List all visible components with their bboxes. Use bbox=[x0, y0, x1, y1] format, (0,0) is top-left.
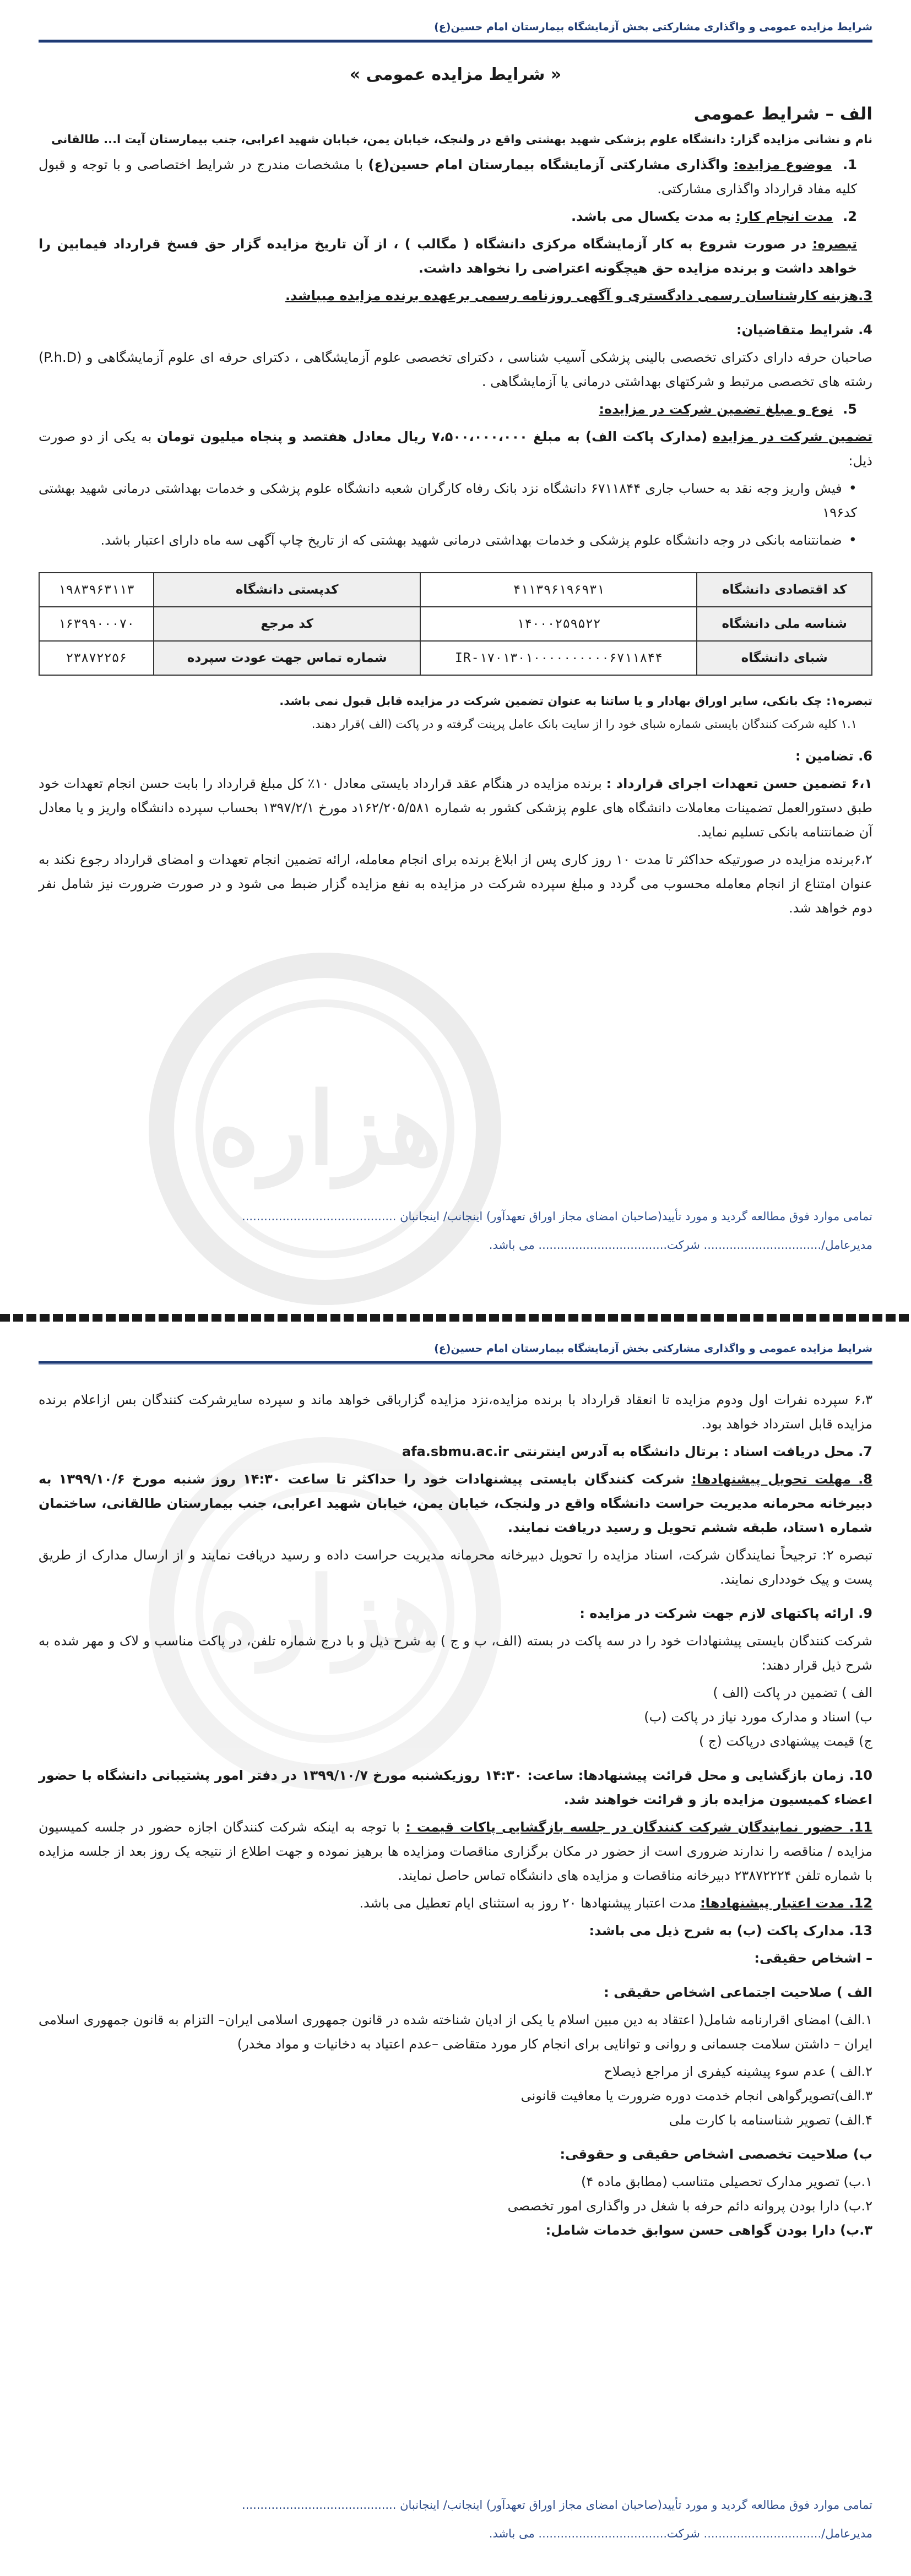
item-8 bbox=[39, 1467, 872, 1540]
item-9-text: شرکت کنندگان بایستی پیشنهادات خود را در سه پاکت در بسته (الف، ب و ج ) به شرح ذیل و با درج شماره تلفن، در پاکت مناسب و لاک و مهر شده به شرح ذیل قرار دهند: bbox=[39, 1633, 872, 1673]
info-table-row bbox=[39, 607, 872, 641]
guarantee-label: تضمین شرکت در مزایده bbox=[712, 429, 872, 444]
professional-qualification-head: ب) صلاحیت تخصصی اشخاص حقیقی و حقوقی: bbox=[560, 2146, 872, 2162]
professional-qualification-3: ۳.ب) دارا بودن گواهی حسن سوابق خدمات شامل: bbox=[545, 2222, 872, 2238]
item-11-label: 11. حضور نمایندگان شرکت کنندگان در جلسه بازگشایی پاکات قیمت : bbox=[405, 1819, 872, 1835]
note-1: تبصره۱: چک بانکی، سایر اوراق بهادار و یا ساتنا به عنوان تضمین شرکت در مزایده قابل قبول نمی باشد. bbox=[279, 694, 872, 708]
item-applicants-text: صاحبان حرفه دارای دکترای تخصصی بالینی پزشکی آسیب شناسی ، دکترای تخصصی علوم آزمایشگاهی ، دکترای حرفه ای علوم آزمایشگاهی و (P.h.D) رشته های تخصصی مرتبط و شرکتهای بهداشتی درمانی یا آزمایشگاهی . bbox=[39, 350, 872, 389]
note-termination bbox=[39, 232, 872, 280]
info-value: ۱۹۸۳۹۶۳۱۱۳ bbox=[39, 573, 154, 607]
info-value: IR-۱۷۰۱۳۰۱۰۰۰۰۰۰۰۰۰۰۶۷۱۱۸۴۴ bbox=[420, 641, 697, 675]
item-guarantees-head: 6. تضامین : bbox=[795, 748, 872, 764]
watermark-text: هزاره bbox=[196, 999, 454, 1258]
page-2 bbox=[0, 1322, 911, 2576]
item-guarantee-text bbox=[39, 425, 872, 473]
item-9-b: ب) اسناد و مدارک مورد نیاز در پاکت (ب) bbox=[644, 1709, 872, 1725]
item-label: موضوع مزایده: bbox=[733, 157, 832, 172]
item-6-1 bbox=[39, 771, 872, 844]
item-13-head: 13. مدارک پاکت (ب) به شرح ذیل می باشد: bbox=[589, 1923, 872, 1938]
footer-ceo-line: مدیرعامل/................................ شرکت................................... می باشد. bbox=[489, 1238, 872, 1252]
item-7 bbox=[39, 1439, 872, 1464]
organizer-info: نام و نشانی مزایده گزار: دانشگاه علوم پزشکی شهید بهشتی واقع در ولنجک، خیابان یمن، خیابان شهید اعرابی، جنب بیمارستان آیت ا... طالقانی bbox=[51, 133, 872, 146]
item-7-text: برتال دانشگاه به آدرس اینترنتی afa.sbmu.ac.ir bbox=[402, 1444, 719, 1459]
section-general-conditions: الف – شرایط عمومی bbox=[693, 104, 872, 124]
info-value: ۱۶۳۹۹۰۰۰۷۰ bbox=[39, 607, 154, 641]
item-12-text: مدت اعتبار پیشنهادها ۲۰ روز به استثنای ایام تعطیل می باشد. bbox=[359, 1895, 696, 1911]
item-12 bbox=[39, 1891, 872, 1915]
header-text: شرایط مزایده عمومی و واگذاری مشارکتی بخش آزمایشگاه بیمارستان امام حسین(ع) bbox=[434, 21, 872, 33]
social-qualification-4: ۴.الف) تصویر شناسنامه با کارت ملی bbox=[669, 2112, 872, 2128]
item-number: 1. bbox=[843, 157, 857, 172]
item-9-c: ج) قیمت پیشنهادی درپاکت (ج ) bbox=[698, 1733, 872, 1749]
document-title: « شرایط مزایده عمومی » bbox=[349, 65, 562, 84]
bullet-cash-deposit: • فیش واریز وجه نقد به حساب جاری ۶۷۱۱۸۴۴ دانشگاه نزد بانک رفاه کارگران شعبه دانشگاه علوم پزشکی و خدمات بهداشتی درمانی شهید بهشتی کد۱۹۶ bbox=[39, 476, 872, 525]
guarantee-amount: (مدارک پاکت الف) به مبلغ ۷،۵۰۰،۰۰۰،۰۰۰ ریال معادل هفتصد و پنجاه میلیون تومان bbox=[156, 429, 708, 444]
bullet-bank-guarantee: • ضمانتنامه بانکی در وجه دانشگاه علوم پزشکی و خدمات بهداشتی درمانی شهید بهشتی که از تاریخ چاپ آگهی سه ماه دارای اعتبار باشد. bbox=[39, 528, 872, 552]
item-subject bbox=[39, 153, 872, 201]
item-applicants-head: 4. شرایط متقاضیان: bbox=[736, 322, 872, 338]
info-label: کد مرجع bbox=[154, 607, 421, 641]
watermark-text: هزاره bbox=[196, 1484, 454, 1743]
item-9-head: 9. ارائه پاکتهای لازم جهت شرکت در مزایده : bbox=[579, 1606, 872, 1621]
page-divider bbox=[0, 1314, 911, 1322]
social-qualification-3: ۳.الف)تصویرگواهی انجام خدمت دوره ضرورت یا معافیت قانونی bbox=[520, 2088, 872, 2104]
item-duration bbox=[39, 204, 872, 229]
item-11 bbox=[39, 1815, 872, 1888]
professional-qualification-1: ۱.ب) تصویر مدارک تحصیلی متناسب (مطابق ماده ۴) bbox=[581, 2174, 872, 2189]
professional-qualification-2: ۲.ب) دارا بودن پروانه دائم حرفه با شغل در واگذاری امور تخصصی bbox=[507, 2198, 872, 2214]
item-number: 5. bbox=[843, 401, 857, 417]
info-value: ۴۱۱۳۹۶۱۹۶۹۳۱ bbox=[420, 573, 697, 607]
item-subject-bold: واگذاری مشارکتی آزمایشگاه بیمارستان امام حسین(ع) bbox=[368, 157, 729, 172]
note-text: در صورت شروع به کار آزمایشگاه مرکزی دانشگاه ( مگالب ) ، از آن تاریخ مزایده گزار حق فسخ قرارداد فیمابین را خواهد داشت و برنده مزایده حق هیچگونه اعتراضی را نخواهد داشت. bbox=[39, 236, 857, 276]
info-label: شبای دانشگاه bbox=[697, 641, 872, 675]
item-label: مدت انجام کار: bbox=[735, 209, 833, 224]
item-label: نوع و مبلغ تضمین شرکت در مزایده: bbox=[599, 401, 833, 417]
item-12-label: 12. مدت اعتبار پیشنهادها: bbox=[700, 1895, 872, 1911]
item-10 bbox=[39, 1763, 872, 1812]
footer-ceo-line: مدیرعامل/................................ شرکت................................... می باشد. bbox=[489, 2527, 872, 2540]
item-number: 2. bbox=[843, 209, 857, 224]
signature-footer bbox=[39, 1206, 872, 1256]
info-label: کدپستی دانشگاه bbox=[154, 573, 421, 607]
info-table-row bbox=[39, 641, 872, 675]
social-qualification-1: ۱.الف) امضای اقرارنامه شامل( اعتقاد به دین مبین اسلام یا یکی از ادیان شناخته شده در قانون جمهوری اسلامی ایران– التزام به قانون جمهوری اسلامی ایران – داشتن سلامت جسمانی و روانی و توانایی برای انجام کار مورد متقاضی –عدم اعتیاد به دخانیات و مواد مخدر) bbox=[39, 2012, 872, 2052]
item-duration-text: به مدت یکسال می باشد. bbox=[571, 209, 731, 224]
item-6-3: ۶،۳ سپرده نفرات اول ودوم مزایده تا انعقاد قرارداد با برنده مزایده،نزد مزایده گزارباقی خواهد ماند و سپرده سایرشرکت کنندگان بس ازاعلام برنده مزایده قابل استرداد خواهد بود. bbox=[39, 1392, 872, 1432]
item-guarantee-head bbox=[39, 397, 872, 421]
info-value: ۱۴۰۰۰۲۵۹۵۲۲ bbox=[420, 607, 697, 641]
item-11-text: با توجه به اینکه شرکت کنندگان اجازه حضور در جلسه کمیسیون مزایده / مناقصه را ندارند ضروری است از حضور در مکان برگزاری مناقصات ومزایده ها برهیز نموده و جهت اطلاع از نتیجه یک روز بعد از جلسه مزایده با شماره تلفن ۲۳۸۷۲۲۲۴ دبیرخانه مناقصات و مزایده های دانشگاه تماس حاصل نمایند. bbox=[39, 1819, 872, 1883]
item-10-text: ساعت: ۱۴:۳۰ روزیکشنبه مورخ ۱۳۹۹/۱۰/۷ در دفتر امور پشتیبانی دانشگاه با حضور اعضاء کمیسیون مزایده باز و قرائت خواهند شد. bbox=[39, 1768, 872, 1807]
item-6-1-label: ۶،۱ تضمین حسن تعهدات اجرای قرارداد : bbox=[606, 776, 873, 791]
note-1-1: ۱.۱ کلیه شرکت کنندگان بایستی شماره شبای خود را از سایت بانک عامل پرینت گرفته و در پاکت (الف )قرار دهند. bbox=[311, 718, 857, 731]
info-label: کد اقتصادی دانشگاه bbox=[697, 573, 872, 607]
item-8-text: شرکت کنندگان بایستی پیشنهادات خود را حداکثر تا ساعت ۱۴:۳۰ روز شنبه مورخ ۱۳۹۹/۱۰/۶ به دبیرخانه محرمانه مدیریت حراست دانشگاه واقع در ولنجک، خیابان یمن، خیابان شهید اعرابی، جنب بیمارستان طالقانی، ساختمان شماره ۱ستاد، طبقه ششم تحویل و رسید دریافت نمایند. bbox=[39, 1471, 872, 1535]
header-text: شرایط مزایده عمومی و واگذاری مشارکتی بخش آزمایشگاه بیمارستان امام حسین(ع) bbox=[434, 1343, 872, 1355]
guarantee-methods: به یکی از دو صورت ذیل: bbox=[39, 429, 872, 469]
info-label: شناسه ملی دانشگاه bbox=[697, 607, 872, 641]
item-subject-rest: با مشخصات مندرج در شرایط اختصاصی و با توجه و قبول کلیه مفاد قرارداد واگذاری مشارکتی. bbox=[39, 157, 857, 197]
item-costs: 3.هزینه کارشناسان رسمی دادگستری و آگهی روزنامه رسمی برعهده برنده مزایده میباشد. bbox=[285, 288, 872, 303]
info-table-row bbox=[39, 573, 872, 607]
item-6-2: ۶،۲برنده مزایده در صورتیکه حداکثر تا مدت ۱۰ روز کاری پس از ابلاغ برنده برای انجام معامله، ارائه تضمین انجام تعهدات و امضای قرارداد رجوع نکند به عنوان امتناع از انجام معامله محسوب می گردد و مبلغ سپرده شرکت در مزایده به نفع مزایده گزار ضبط می شود و در صورت ضرورت نیز شامل نفر دوم خواهد شد. bbox=[39, 852, 872, 916]
item-9-a: الف ) تضمین در پاکت (الف ) bbox=[713, 1685, 872, 1700]
header-rule bbox=[39, 40, 872, 43]
page-header bbox=[0, 1322, 911, 1355]
social-qualification-2: ۲.الف ) عدم سوء پیشینه کیفری از مراجع ذیصلاح bbox=[604, 2064, 872, 2079]
footer-confirmation: تمامی موارد فوق مطالعه گردید و مورد تأیید(صاحبان امضای مجاز اوراق تعهدآور) اینجانب/ اینجانبان .......................................... bbox=[242, 1210, 872, 1223]
real-persons-head: – اشخاص حقیقی: bbox=[754, 1950, 872, 1966]
note-label: تبصره: bbox=[812, 236, 857, 252]
item-6-1-text: برنده مزایده در هنگام عقد قرارداد بایستی معادل ۱۰٪ کل مبلغ قرارداد را بابت حسن انجام تعهدات خود طبق دستورالعمل تضمینات معاملات دانشگاه های علوم پزشکی کشور به شماره ۱۶۲/۲۰۵/۵۸۱د مورخ ۱۳۹۷/۲/۱ بحساب سپرده دانشگاه واریز و یا معادل آن ضمانتنامه بانکی تسلیم نماید. bbox=[39, 776, 873, 840]
footer-confirmation: تمامی موارد فوق مطالعه گردید و مورد تأیید(صاحبان امضای مجاز اوراق تعهدآور) اینجانب/ اینجانبان .......................................... bbox=[242, 2498, 872, 2512]
note-2: تبصره ۲: ترجیحاً نمایندگان شرکت، اسناد مزایده را تحویل دبیرخانه محرمانه مدیریت حراست داده و رسید دریافت نمایند و از ارسال مدارک از طریق پست و پیک خودداری نمایند. bbox=[39, 1547, 872, 1587]
page-header bbox=[0, 0, 911, 33]
social-qualification-head: الف ) صلاحیت اجتماعی اشخاص حقیقی : bbox=[604, 1985, 872, 2000]
university-info-table bbox=[39, 572, 872, 676]
info-label: شماره تماس جهت عودت سپرده bbox=[154, 641, 421, 675]
signature-footer bbox=[39, 2495, 872, 2544]
item-8-label: 8. مهلت تحویل پیشنهادها: bbox=[691, 1471, 872, 1487]
item-10-label: 10. زمان بازگشایی و محل قرائت پیشنهادها: bbox=[578, 1768, 873, 1783]
info-value: ۲۳۸۷۲۲۵۶ bbox=[39, 641, 154, 675]
item-7-label: 7. محل دریافت اسناد : bbox=[723, 1444, 872, 1459]
